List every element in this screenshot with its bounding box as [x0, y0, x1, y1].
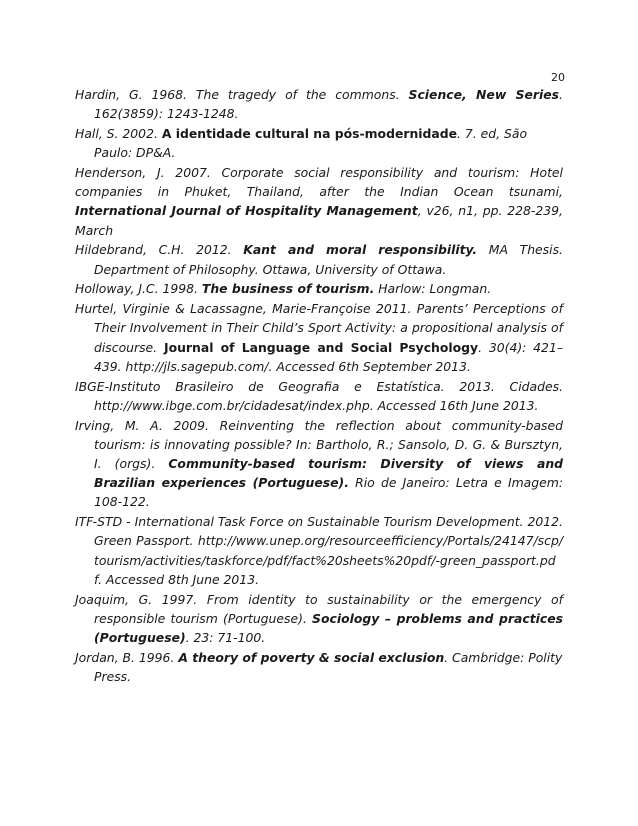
reference-entry-itf [75, 512, 563, 589]
reference-text: IBGE-Instituto Brasileiro de Geografia e Estatística. 2013. Cidades. http://www.ibge.com.br/cidadesat/index.php. Accessed 16th June 2013. [75, 378, 563, 413]
reference-source-title: Kant and moral responsibility. [243, 242, 478, 258]
reference-entry-henderson [75, 163, 563, 240]
reference-details: . 30(4): 421–439. http://jls.sagepub.com/. Accessed 6th September 2013. [94, 339, 564, 374]
reference-source-title: A theory of poverty & social exclusion [178, 649, 445, 665]
reference-details: . 162(3859): 1243-1248. [94, 87, 563, 122]
reference-text: Hurtel, Virginie & Lacassagne, Marie-Françoise 2011. Parents’ Perceptions of Their Involvement in Their Child’s Sport Activity: a propositional analysis of discourse. [75, 301, 563, 355]
reference-source-title: Science, New Series [408, 87, 560, 102]
reference-entry-ibge [75, 377, 563, 415]
reference-entry-joaquim [75, 590, 563, 648]
reference-text: Hall, S. 2002. [75, 126, 162, 141]
reference-text: Henderson, J. 2007. Corporate social responsibility and tourism: Hotel companies in Phuket, Thailand, after the Indian Ocean tsunami, [75, 165, 563, 200]
reference-details: . 23: 71-100. [185, 630, 266, 646]
reference-details: Harlow: Longman. [374, 281, 492, 297]
reference-text: Hardin, G. 1968. The tragedy of the commons. [75, 87, 409, 102]
reference-source-title: Sociology – problems and practices (Portuguese) [94, 610, 563, 646]
reference-text: Joaquim, G. 1997. From identity to sustainability or the emergency of responsible tourism (Portuguese). [75, 591, 563, 626]
reference-entry-irving [75, 416, 563, 512]
reference-source-title: Journal of Language and Social Psychology [163, 339, 479, 355]
reference-source-title: International Journal of Hospitality Management [75, 203, 418, 219]
reference-details: . 7. ed, São Paulo: DP&A. [94, 126, 528, 161]
reference-entry-hildebrand [75, 240, 563, 278]
page-number: 20 [551, 71, 565, 84]
reference-details: , v26, n1, pp. 228-239, March [75, 203, 563, 238]
reference-text: Hildebrand, C.H. 2012. [75, 242, 244, 258]
reference-details: Rio de Janeiro: Letra e Imagem: 108-122. [94, 475, 563, 510]
reference-text: Irving, M. A. 2009. Reinventing the reflection about community-based tourism: is innovating possible? In: Bartholo, R.; Sansolo, D. G. & Bursztyn, I. (orgs). [75, 417, 563, 472]
reference-entry-holloway [75, 279, 563, 298]
reference-text: ITF-STD - International Task Force on Sustainable Tourism Development. 2012. Green Passport. http://www.unep.org/resourceefficiency/Portals/24147/scp/tourism/activities/taskforce/pdf/fact%20sheets%20pdf/-green_passport.pdf. Accessed 8th June 2013. [75, 514, 563, 587]
reference-source-title: A identidade cultural na pós-modernidade [161, 126, 458, 141]
reference-text: Holloway, J.C. 1998. [75, 281, 202, 297]
reference-entry-hurtel [75, 299, 563, 376]
reference-details: . Cambridge: Polity Press. [94, 649, 563, 685]
reference-entry-jordan [75, 648, 563, 686]
reference-source-title: Community-based tourism: Diversity of views and Brazilian experiences (Portuguese). [94, 456, 564, 491]
reference-source-title: The business of tourism. [201, 281, 375, 297]
reference-list [75, 85, 563, 687]
reference-text: Jordan, B. 1996. [75, 649, 179, 665]
reference-entry-hall [75, 124, 563, 162]
reference-details: MA Thesis. Department of Philosophy. Ottawa, University of Ottawa. [94, 242, 563, 277]
reference-entry-hardin [75, 85, 563, 123]
